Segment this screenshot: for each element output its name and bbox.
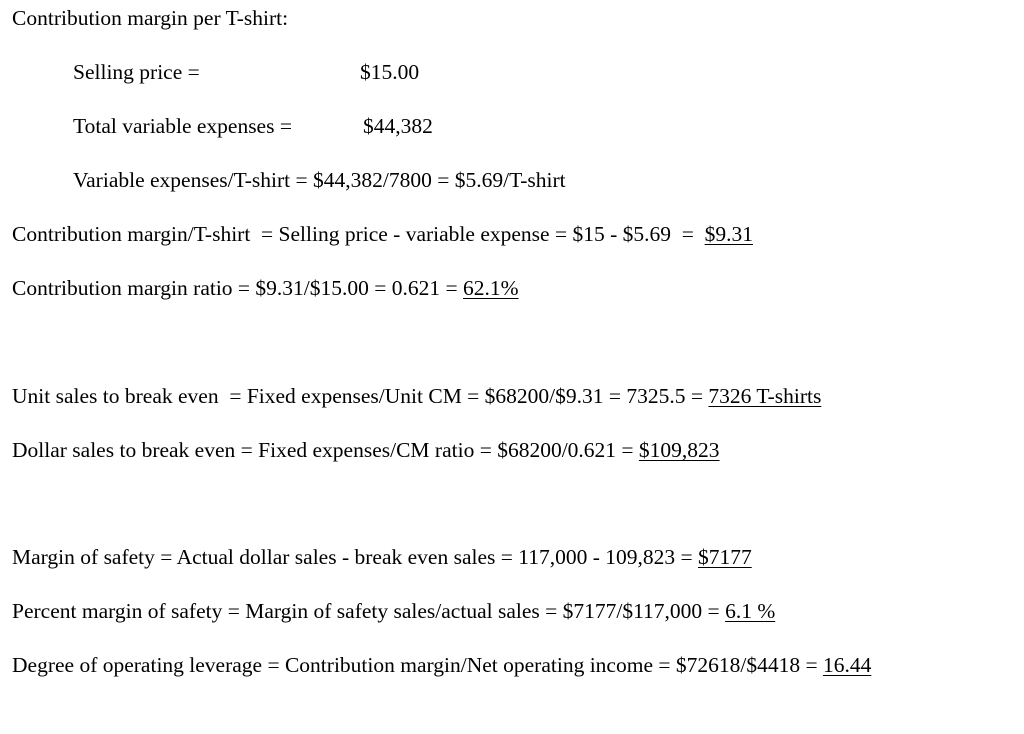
cm-per-shirt-formula: Contribution margin/T-shirt = Selling price - variable expense = $15 - $5.69 = xyxy=(12,222,705,246)
operating-leverage-row xyxy=(12,651,871,679)
operating-leverage-result: 16.44 xyxy=(822,653,872,677)
unit-breakeven-result: 7326 T-shirts xyxy=(708,384,822,408)
unit-breakeven-row xyxy=(12,382,821,410)
cm-ratio-formula: Contribution margin ratio = $9.31/$15.00 = 0.621 = xyxy=(12,276,464,300)
total-variable-expenses-label: Total variable expenses = xyxy=(73,114,292,138)
dollar-breakeven-formula: Dollar sales to break even = Fixed expenses/CM ratio = $68200/0.621 = xyxy=(12,438,639,462)
cm-ratio-row xyxy=(12,274,519,302)
percent-margin-of-safety-formula: Percent margin of safety = Margin of safety sales/actual sales = $7177/$117,000 = xyxy=(12,599,726,623)
dollar-breakeven-result: $109,823 xyxy=(638,438,720,462)
operating-leverage-formula: Degree of operating leverage = Contribution margin/Net operating income = $72618/$4418 = xyxy=(12,653,823,677)
percent-margin-of-safety-result: 6.1 % xyxy=(725,599,776,623)
margin-of-safety-formula: Margin of safety = Actual dollar sales - break even sales = 117,000 - 109,823 = xyxy=(12,545,698,569)
cm-per-shirt-result: $9.31 xyxy=(704,222,753,246)
selling-price-value: $15.00 xyxy=(360,60,420,84)
margin-of-safety-result: $7177 xyxy=(697,545,752,569)
variable-expenses-per-shirt: Variable expenses/T-shirt = $44,382/7800 = $5.69/T-shirt xyxy=(73,168,566,192)
margin-of-safety-row xyxy=(12,543,752,571)
selling-price-row xyxy=(73,58,420,86)
selling-price-label: Selling price = xyxy=(73,60,200,84)
unit-breakeven-formula: Unit sales to break even = Fixed expenses/Unit CM = $68200/$9.31 = 7325.5 = xyxy=(12,384,709,408)
total-variable-expenses-value: $44,382 xyxy=(363,114,433,138)
cm-per-shirt-row xyxy=(12,220,753,248)
dollar-breakeven-row xyxy=(12,436,720,464)
heading: Contribution margin per T-shirt: xyxy=(12,6,289,30)
total-variable-expenses-row xyxy=(73,112,433,140)
cm-ratio-result: 62.1% xyxy=(463,276,519,300)
percent-margin-of-safety-row xyxy=(12,597,775,625)
